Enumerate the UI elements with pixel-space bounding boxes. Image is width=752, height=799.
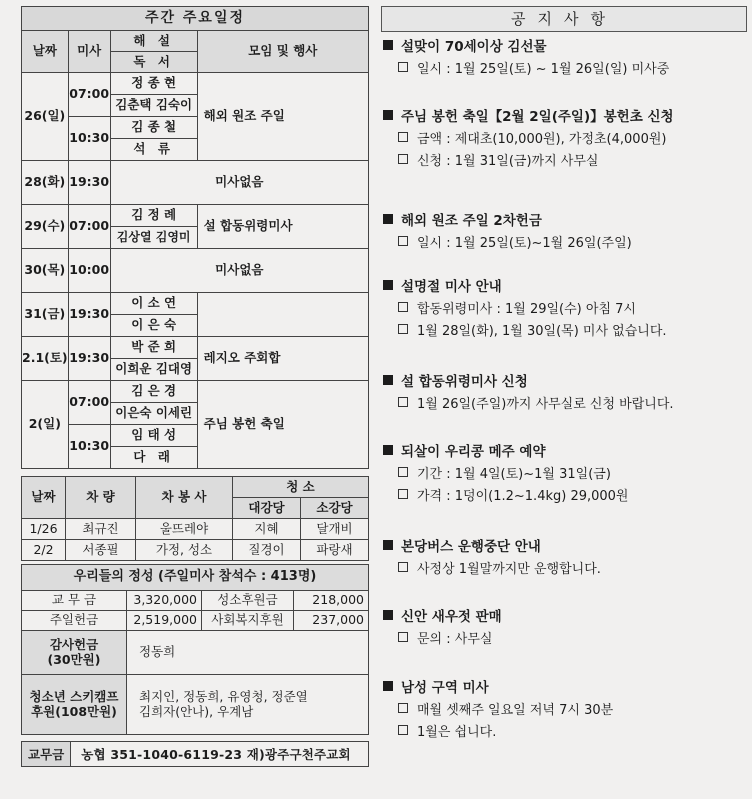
duty-big: 질경이 bbox=[233, 540, 301, 561]
time: 07:00 bbox=[68, 205, 110, 249]
bank-account bbox=[21, 741, 369, 767]
reader: 석 류 bbox=[110, 139, 197, 161]
time: 10:00 bbox=[68, 249, 110, 293]
time: 10:30 bbox=[68, 117, 110, 161]
notice-title: 남성 구역 미사 bbox=[401, 680, 489, 696]
no-mass-note: 미사없음 bbox=[110, 249, 368, 293]
camp-value: 최지인, 정동희, 유영청, 정준열 김희자(안나), 우계남 bbox=[127, 675, 369, 735]
notice-item bbox=[383, 369, 748, 439]
offering-label: 성소후원금 bbox=[202, 591, 294, 611]
notice-line: 1월 26일(주일)까지 사무실로 신청 바랍니다. bbox=[417, 396, 674, 412]
duty-big: 지혜 bbox=[233, 519, 301, 540]
notice-title: 설 합동위령미사 신청 bbox=[401, 374, 528, 390]
event: 레지오 주회합 bbox=[197, 337, 368, 381]
checkbox-bullet-icon bbox=[398, 725, 408, 735]
notice-title: 본당버스 운행중단 안내 bbox=[401, 539, 541, 555]
notice-item bbox=[383, 675, 748, 747]
notice-line: 기간 : 1월 4일(토)~1월 31일(금) bbox=[417, 466, 611, 482]
no-mass-note: 미사없음 bbox=[110, 161, 368, 205]
duty-date: 2/2 bbox=[22, 540, 66, 561]
offering-amount: 218,000 bbox=[294, 591, 369, 611]
date-28: 28(화) bbox=[22, 161, 69, 205]
square-bullet-icon bbox=[383, 375, 393, 385]
date-2: 2(일) bbox=[22, 381, 69, 469]
notice-title: 해외 원조 주일 2차헌금 bbox=[401, 213, 542, 229]
checkbox-bullet-icon bbox=[398, 302, 408, 312]
notice-item bbox=[383, 104, 748, 208]
notice-item bbox=[383, 34, 748, 104]
notice-line: 1월 28일(화), 1월 30일(목) 미사 없습니다. bbox=[417, 323, 667, 339]
thanks-label: 감사헌금 (30만원) bbox=[22, 631, 127, 675]
offering-label: 주일헌금 bbox=[22, 611, 127, 631]
notice-line: 문의 : 사무실 bbox=[417, 631, 493, 647]
reader: 이희운 김대영 bbox=[110, 359, 197, 381]
offering-label: 교 무 금 bbox=[22, 591, 127, 611]
checkbox-bullet-icon bbox=[398, 397, 408, 407]
offering-table bbox=[21, 564, 369, 735]
header-events: 모임 및 행사 bbox=[197, 31, 368, 73]
reader: 이 은 숙 bbox=[110, 315, 197, 337]
checkbox-bullet-icon bbox=[398, 632, 408, 642]
duty-header-car: 차 량 bbox=[66, 477, 136, 519]
notice-line: 신청 : 1월 31일(금)까지 사무실 bbox=[417, 153, 599, 169]
notice-title: 설명절 미사 안내 bbox=[401, 279, 502, 295]
square-bullet-icon bbox=[383, 681, 393, 691]
bank-label: 교무금 bbox=[22, 742, 71, 766]
commentator: 김 정 례 bbox=[110, 205, 197, 227]
notice-item bbox=[383, 274, 748, 369]
duty-server: 가정, 성소 bbox=[136, 540, 233, 561]
event: 설 합동위령미사 bbox=[197, 205, 368, 249]
notice-line: 사정상 1월말까지만 운행합니다. bbox=[417, 561, 601, 577]
square-bullet-icon bbox=[383, 214, 393, 224]
header-reading: 독 서 bbox=[110, 52, 197, 73]
notice-item bbox=[383, 439, 748, 534]
commentator: 정 종 현 bbox=[110, 73, 197, 95]
time: 19:30 bbox=[68, 337, 110, 381]
notice-title: 설맞이 70세이상 김선물 bbox=[401, 39, 547, 55]
weekly-schedule-table bbox=[21, 6, 369, 469]
commentator: 김 은 경 bbox=[110, 381, 197, 403]
time: 10:30 bbox=[68, 425, 110, 469]
checkbox-bullet-icon bbox=[398, 562, 408, 572]
square-bullet-icon bbox=[383, 280, 393, 290]
notices-list bbox=[383, 34, 748, 747]
notice-line: 합동위령미사 : 1월 29일(수) 아침 7시 bbox=[417, 301, 636, 317]
square-bullet-icon bbox=[383, 445, 393, 455]
notice-line: 가격 : 1덩이(1.2~1.4kg) 29,000원 bbox=[417, 488, 629, 504]
camp-label: 청소년 스키캠프 후원(108만원) bbox=[22, 675, 127, 735]
offering-title: 우리들의 정성 (주일미사 참석수 : 413명) bbox=[22, 565, 369, 591]
notice-title: 신안 새우젓 판매 bbox=[401, 609, 502, 625]
header-mass: 미사 bbox=[68, 31, 110, 73]
checkbox-bullet-icon bbox=[398, 489, 408, 499]
date-30: 30(목) bbox=[22, 249, 69, 293]
notice-title: 주님 봉헌 축일【2월 2일(주일)】봉헌초 신청 bbox=[401, 109, 674, 125]
duty-table bbox=[21, 476, 369, 561]
reader: 이은숙 이세린 bbox=[110, 403, 197, 425]
commentator: 이 소 연 bbox=[110, 293, 197, 315]
duty-date: 1/26 bbox=[22, 519, 66, 540]
date-31: 31(금) bbox=[22, 293, 69, 337]
checkbox-bullet-icon bbox=[398, 154, 408, 164]
reader: 김춘택 김숙이 bbox=[110, 95, 197, 117]
duty-header-clean: 청 소 bbox=[233, 477, 369, 498]
offering-amount: 3,320,000 bbox=[127, 591, 202, 611]
notices-title: 공지사항 bbox=[381, 6, 747, 32]
date-26: 26(일) bbox=[22, 73, 69, 161]
offering-amount: 237,000 bbox=[294, 611, 369, 631]
offering-amount: 2,519,000 bbox=[127, 611, 202, 631]
duty-server: 울뜨레야 bbox=[136, 519, 233, 540]
date-2-1: 2.1(토) bbox=[22, 337, 69, 381]
duty-row bbox=[22, 540, 369, 561]
event-empty bbox=[197, 293, 368, 337]
header-date: 날짜 bbox=[22, 31, 69, 73]
notice-item bbox=[383, 208, 748, 274]
notice-title: 되살이 우리콩 메주 예약 bbox=[401, 444, 546, 460]
date-29: 29(수) bbox=[22, 205, 69, 249]
checkbox-bullet-icon bbox=[398, 703, 408, 713]
time: 19:30 bbox=[68, 161, 110, 205]
notice-line: 매월 셋째주 일요일 저녁 7시 30분 bbox=[417, 702, 614, 718]
duty-header-small: 소강당 bbox=[301, 498, 369, 519]
checkbox-bullet-icon bbox=[398, 62, 408, 72]
time: 07:00 bbox=[68, 381, 110, 425]
duty-header-server: 차 봉 사 bbox=[136, 477, 233, 519]
commentator: 박 준 희 bbox=[110, 337, 197, 359]
square-bullet-icon bbox=[383, 610, 393, 620]
duty-small: 파랑새 bbox=[301, 540, 369, 561]
reader: 김상열 김영미 bbox=[110, 227, 197, 249]
checkbox-bullet-icon bbox=[398, 236, 408, 246]
duty-header-big: 대강당 bbox=[233, 498, 301, 519]
reader: 다 래 bbox=[110, 447, 197, 469]
event: 해외 원조 주일 bbox=[197, 73, 368, 161]
square-bullet-icon bbox=[383, 540, 393, 550]
square-bullet-icon bbox=[383, 40, 393, 50]
header-commentary: 해 설 bbox=[110, 31, 197, 52]
offering-label: 사회복지후원 bbox=[202, 611, 294, 631]
duty-car: 최규진 bbox=[66, 519, 136, 540]
checkbox-bullet-icon bbox=[398, 324, 408, 334]
schedule-title: 주간 주요일정 bbox=[22, 7, 369, 31]
notice-item bbox=[383, 534, 748, 604]
checkbox-bullet-icon bbox=[398, 132, 408, 142]
square-bullet-icon bbox=[383, 110, 393, 120]
notice-line: 일시 : 1월 25일(토) ~ 1월 26일(일) 미사중 bbox=[417, 61, 670, 77]
notice-item bbox=[383, 604, 748, 675]
checkbox-bullet-icon bbox=[398, 467, 408, 477]
time: 07:00 bbox=[68, 73, 110, 117]
duty-row bbox=[22, 519, 369, 540]
duty-car: 서종필 bbox=[66, 540, 136, 561]
duty-small: 달개비 bbox=[301, 519, 369, 540]
notice-line: 금액 : 제대초(10,000원), 가정초(4,000원) bbox=[417, 131, 667, 147]
commentator: 김 종 철 bbox=[110, 117, 197, 139]
time: 19:30 bbox=[68, 293, 110, 337]
notice-line: 일시 : 1월 25일(토)~1월 26일(주일) bbox=[417, 235, 632, 251]
duty-header-date: 날짜 bbox=[22, 477, 66, 519]
event: 주님 봉헌 축일 bbox=[197, 381, 368, 469]
commentator: 임 태 성 bbox=[110, 425, 197, 447]
notice-line: 1월은 쉽니다. bbox=[417, 724, 497, 740]
bank-value: 농협 351-1040-6119-23 재)광주구천주교회 bbox=[81, 747, 351, 762]
thanks-value: 정동희 bbox=[127, 631, 369, 675]
